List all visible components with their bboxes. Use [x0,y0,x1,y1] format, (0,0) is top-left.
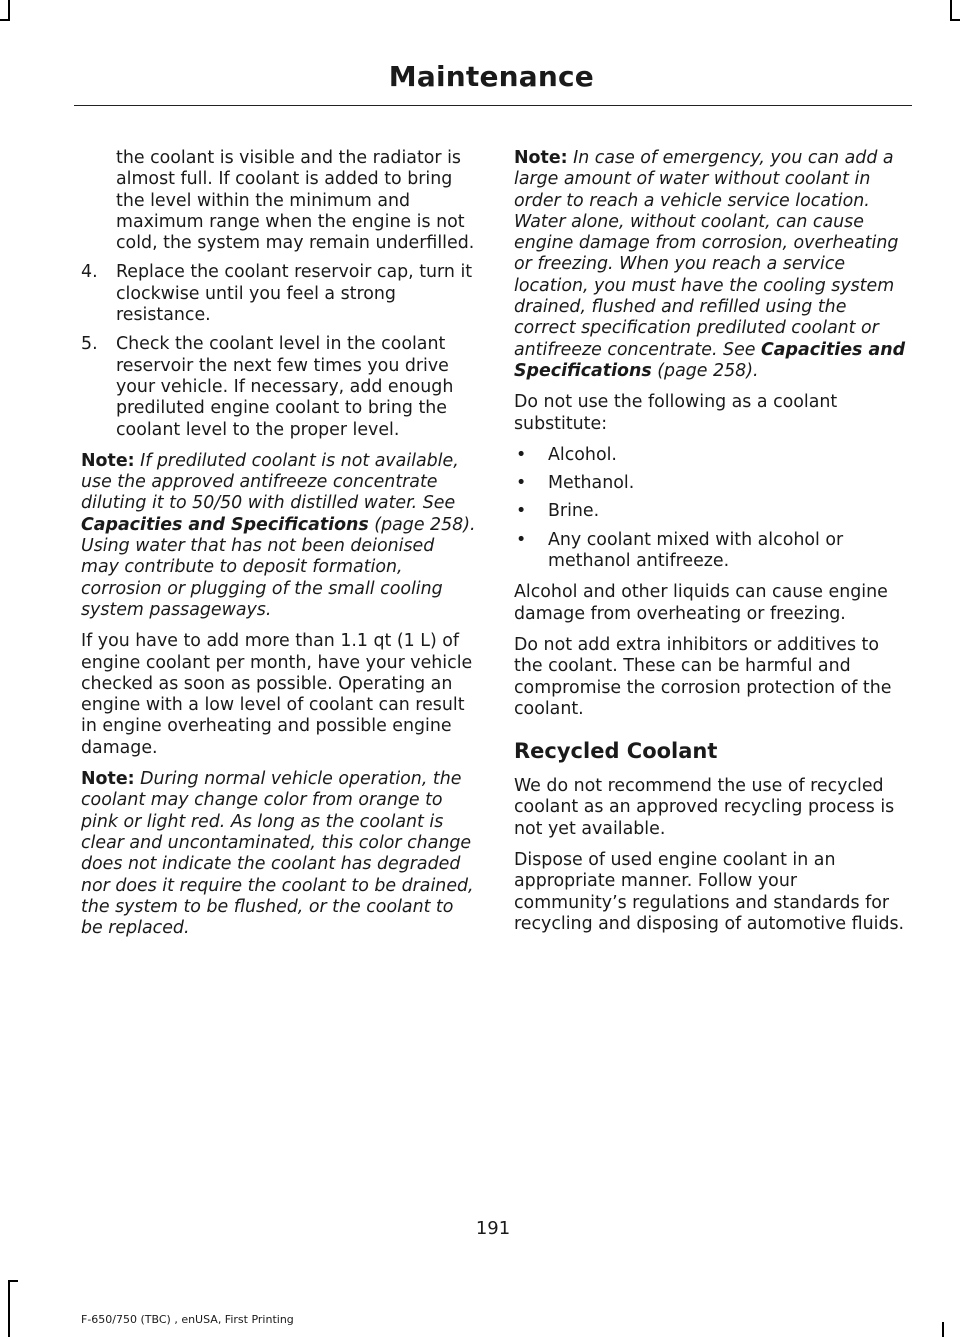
bullet: • [516,529,527,550]
left-column [81,148,477,949]
step-continuation: the coolant is visible and the radiator is almost full. If coolant is added to bring the level within the minimum and maximum range when the engine is not cold, the system may remain underfilled. [116,148,475,254]
note-emergency [514,148,910,382]
list-item [514,473,910,494]
cross-reference-page: (page 258). [368,514,476,535]
paragraph-recycled: We do not recommend the use of recycled coolant as an approved recycling process is not yet available. [514,776,895,839]
paragraph-liquids-damage: Alcohol and other liquids can cause engine damage from overheating or freezing. [514,582,888,624]
note-text-continued: Using water that has not been deionised may contribute to deposit formation, corrosion or plugging of the small cooling system passageways. [81,536,443,620]
crop-mark-top-right-v [950,0,952,20]
note-text: If prediluted coolant is not available, use the approved antifreeze concentrate diluting it to 50/50 with distilled water. See [81,450,459,514]
crop-mark-bottom-left-v [8,1280,10,1337]
bullet: • [516,444,527,465]
note-text: In case of emergency, you can add a large amount of water without coolant in order to reach a vehicle service location. Water alone, without coolant, can cause engine damage from corrosion, overheating or freezing. When you reach a service location, you must have the cooling system drained, flushed and refilled using the correct specification prediluted coolant or antifreeze concentrate. See [514,148,899,360]
step-text: Check the coolant level in the coolant reservoir the next few times you drive your vehicle. If necessary, add enough prediluted engine coolant to bring the coolant level to the proper level. [116,334,454,440]
note-label: Note: [81,450,135,471]
cross-reference-page: (page 258). [651,360,759,381]
paragraph-dispose: Dispose of used engine coolant in an appropriate manner. Follow your community’s regulations and standards for recycling and disposing of automotive fluids. [514,850,905,934]
page-number: 191 [475,1218,511,1239]
step-item [81,262,477,326]
note-label: Note: [514,148,568,168]
note-prediluted [81,451,477,621]
header-divider [74,105,912,106]
paragraph-substitute-intro: Do not use the following as a coolant substitute: [514,392,838,434]
section-heading-recycled-coolant: Recycled Coolant [514,739,718,764]
crop-mark-top-left-v [8,0,10,20]
crop-mark-bottom-right-v [942,1322,944,1337]
step-text: Replace the coolant reservoir cap, turn it clockwise until you feel a strong resistance. [116,262,473,326]
bullet: • [516,501,527,522]
page-header-title: Maintenance [388,60,594,93]
crop-mark-top-right-h [950,19,960,21]
paragraph-coolant-loss: If you have to add more than 1.1 qt (1 L) of engine coolant per month, have your vehicle checked as soon as possible. Operating an engine with a low level of coolant can result in engine overheating and possible engine damage. [81,631,473,758]
cross-reference-link[interactable]: Capacities and Specifications [514,339,906,381]
cross-reference-link[interactable]: Capacities and Specifications [81,514,369,535]
list-item-text: Brine. [548,501,600,522]
note-label: Note: [81,769,135,790]
list-item [514,501,910,522]
right-column [514,148,910,945]
list-item-text: Any coolant mixed with alcohol or methanol antifreeze. [548,529,844,572]
paragraph-inhibitors: Do not add extra inhibitors or additives to the coolant. These can be harmful and compromise the corrosion protection of the coolant. [514,634,892,719]
list-item-text: Methanol. [548,473,635,494]
note-text: During normal vehicle operation, the coolant may change color from orange to pink or light red. As long as the coolant is clear and uncontaminated, this color change does not indicate the coolant has degraded nor does it require the coolant to be drained, the system to be flushed, or the coolant to be replaced. [81,769,474,939]
footer-edition: F-650/750 (TBC) , enUSA, First Printing [81,1313,294,1326]
step-item [81,334,477,440]
step-number: 4. [81,262,98,283]
list-item-text: Alcohol. [548,444,617,465]
crop-mark-bottom-left-h [8,1280,18,1282]
steps-list [81,262,477,440]
substitute-list [514,445,910,572]
crop-mark-top-left-h [0,19,10,21]
step-number: 5. [81,334,98,355]
note-color-change [81,769,477,939]
bullet: • [516,473,527,494]
list-item [514,530,910,573]
list-item [514,445,910,466]
